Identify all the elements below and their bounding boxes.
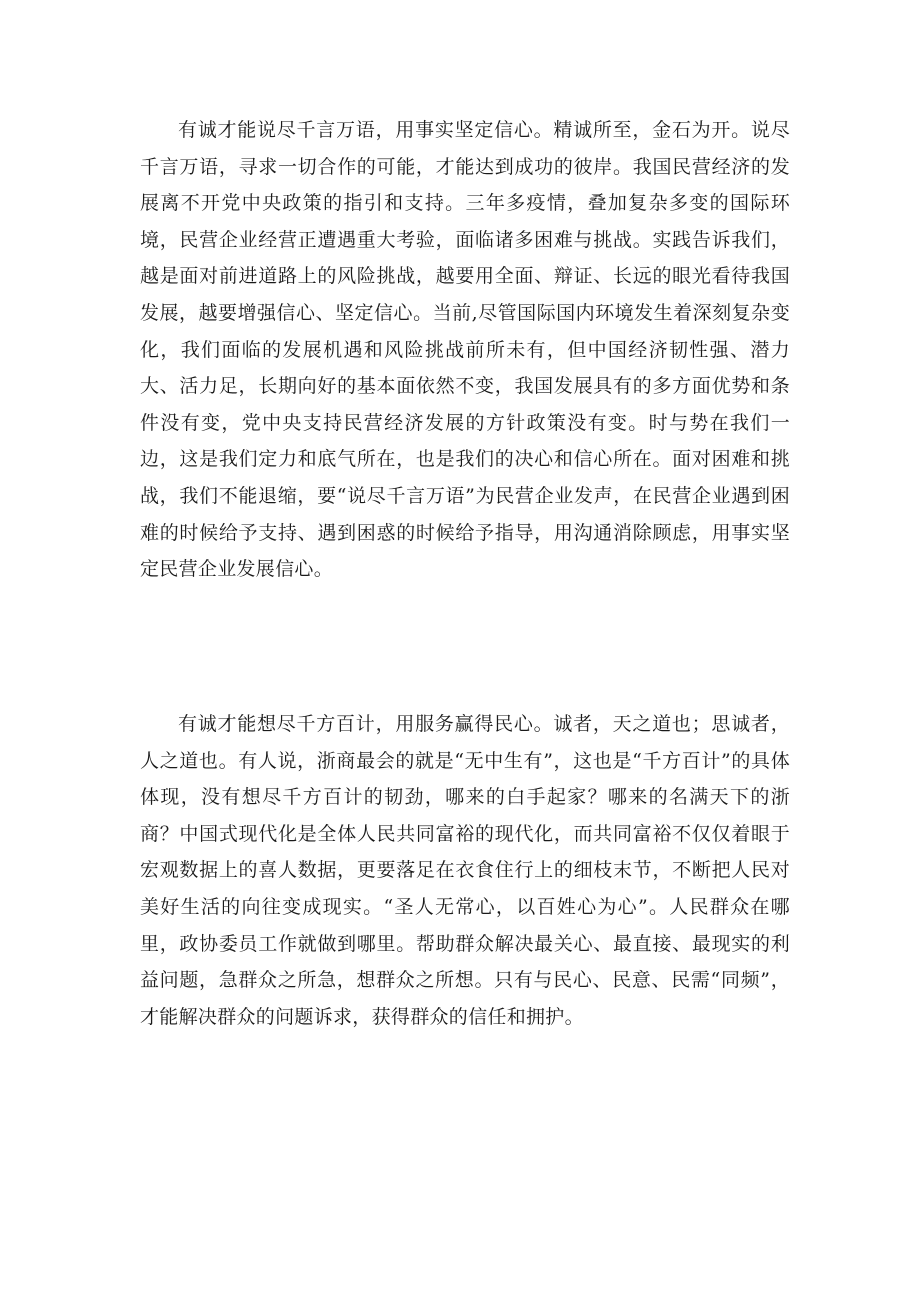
- body-paragraph: 有诚才能说尽千言万语，用事实坚定信心。精诚所至，金石为开。说尽千言万语，寻求一切合作的可能，才能达到成功的彼岸。我国民营经济的发展离不开党中央政策的指引和支持。三年多疫情，叠加复杂多变的国际环境，民营企业经营正遭遇重大考验，面临诸多困难与挑战。实践告诉我们，越是面对前进道路上的风险挑战，越要用全面、辩证、长远的眼光看待我国发展，越要增强信心、坚定信心。当前,尽管国际国内环境发生着深刻复杂变化，我们面临的发展机遇和风险挑战前所未有，但中国经济韧性强、潜力大、活力足，长期向好的基本面依然不变，我国发展具有的多方面优势和条件没有变，党中央支持民营经济发展的方针政策没有变。时与势在我们一边，这是我们定力和底气所在，也是我们的决心和信心所在。面对困难和挑战，我们不能退缩，要“说尽千言万语”为民营企业发声，在民营企业遇到困难的时候给予支持、遇到困惑的时候给予指导，用沟通消除顾虑，用事实坚定民营企业发展信心。: [140, 119, 790, 581]
- body-paragraph: 有诚才能想尽千方百计，用服务赢得民心。诚者，天之道也；思诚者，人之道也。有人说，浙商最会的就是“无中生有”，这也是“千方百计”的具体体现，没有想尽千方百计的韧劲，哪来的白手起家？哪来的名满天下的浙商？中国式现代化是全体人民共同富裕的现代化，而共同富裕不仅仅着眼于宏观数据上的喜人数据，更要落足在衣食住行上的细枝末节，不断把人民对美好生活的向往变成现实。“圣人无常心，以百姓心为心”。人民群众在哪里，政协委员工作就做到哪里。帮助群众解决最关心、最直接、最现实的利益问题，急群众之所急，想群众之所想。只有与民心、民意、民需“同频”，才能解决群众的问题诉求，获得群众的信任和拥护。: [140, 713, 790, 1028]
